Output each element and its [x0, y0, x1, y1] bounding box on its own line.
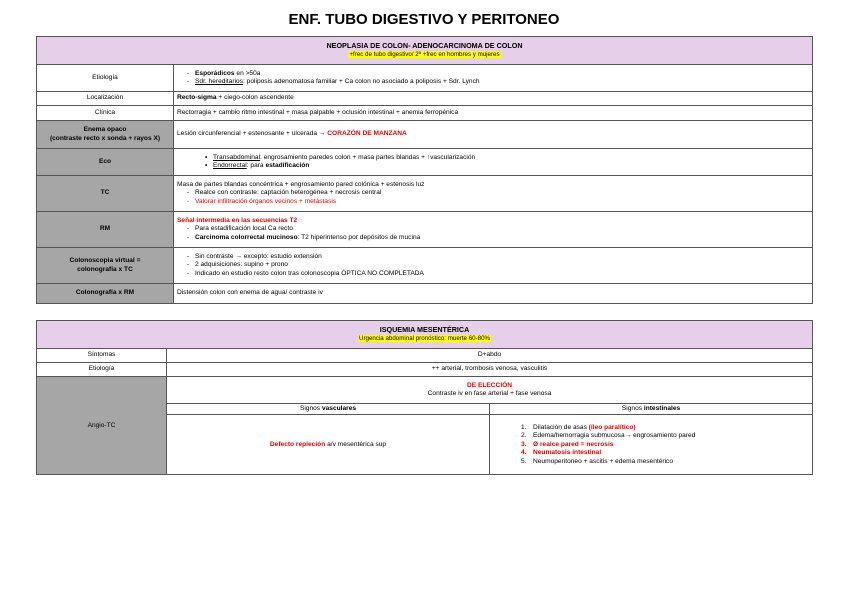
colonoscopia-d2: - 2 adquisiciones: supino + prono — [177, 261, 809, 269]
int-head-bold: intestinales — [643, 405, 681, 412]
i4-red: Neumatosis intestinal — [533, 449, 602, 457]
table-row — [37, 65, 813, 92]
hereditarios-rest: : poliposis adenomatosa familiar + Ca colon no asociado a poliposis + Sdr. Lynch — [243, 78, 480, 85]
i5-text: Neumoperitoneo + ascitis + edema mesentérico — [533, 457, 674, 465]
signos-intestinales-head — [490, 404, 813, 415]
int-head-pre: Signos — [621, 405, 644, 412]
i1-num: 1. — [521, 423, 527, 431]
i4-num: 4. — [521, 449, 527, 457]
isquemia-subtitle: Urgencia abdominal pronóstico: muerte 60-80% — [358, 335, 491, 342]
etiologia-isq-content: ++ arterial, trombosis venosa, vasculitis — [167, 363, 813, 377]
vasc-head-bold: vasculares — [321, 405, 357, 412]
list-item — [493, 432, 809, 440]
page-title: ENF. TUBO DIGESTIVO Y PERITONEO — [288, 11, 560, 28]
colonografia-rm-content: Distensión colon con enema de agua/ contraste iv — [174, 284, 813, 304]
vasc-head-pre: Signos — [299, 405, 322, 412]
sintomas-content: D+abdo — [167, 349, 813, 363]
colon-title: NEOPLASIA DE COLON- ADENOCARCINOMA DE COLON — [326, 40, 523, 50]
mucinoso-rest: : T2 hiperintenso por depósitos de mucina — [297, 233, 421, 241]
mucinoso-text: Carcinoma colorrectal mucinoso — [195, 233, 298, 241]
row-label-localizacion: Localización — [37, 92, 174, 106]
colonoscopia-d3: - Indicado en estudio resto colon tras colonoscopia ÓPTICA NO COMPLETADA — [177, 270, 809, 278]
transabdominal-rest: : engrosamiento paredes colon + masa partes blandas + ↑vascularización — [260, 153, 476, 161]
row-label-enema — [37, 121, 174, 149]
isquemia-table — [36, 320, 813, 475]
clinica-content: Rectorragia + cambio ritmo intestinal + masa palpable + oclusión intestinal + anemia ferropénica — [174, 106, 813, 121]
enema-text: Lesión circunferencial + estenosante + ulcerada → — [177, 130, 328, 138]
row-label-etiologia-isq: Etiología — [37, 363, 167, 377]
signos-vasculares-content — [167, 415, 490, 475]
list-item — [493, 458, 809, 466]
colonoscopia-d1: - Sin contraste → excepto: estudio extensión — [177, 253, 809, 261]
eco-content — [174, 149, 813, 176]
signos-intestinales-content — [490, 415, 813, 475]
etiologia-content — [174, 65, 813, 92]
tc-main-text: Masa de partes blandas concéntrica + engrosamiento pared colónica + estenosis luz — [177, 180, 425, 188]
i3-num: 3. — [521, 440, 527, 448]
rm-senal-text: Señal intermedia en las secuencias T2 — [177, 216, 298, 224]
colonoscopia-label-2: colonografía x TC — [77, 265, 133, 273]
table-row — [37, 284, 813, 304]
rm-content — [174, 212, 813, 248]
eleccion-text: DE ELECCIÓN — [466, 381, 513, 389]
table-row — [37, 176, 813, 212]
hereditarios-text: Sdr. hereditarios — [195, 78, 244, 85]
row-label-tc: TC — [37, 176, 174, 212]
enema-label-1: Enema opaco — [83, 126, 127, 134]
list-item — [493, 424, 809, 432]
esporadicos-rest: en >50a — [234, 69, 261, 77]
table-row — [37, 349, 813, 363]
i5-num: 5. — [521, 457, 527, 465]
transabdominal-text: Transabdominal — [213, 153, 261, 161]
localizacion-rest: + ciego-colon ascendente — [216, 94, 294, 102]
row-label-sintomas: Síntomas — [37, 349, 167, 363]
contraste-text: Contraste iv en fase arterial + fase venosa — [427, 390, 552, 397]
list-item — [493, 441, 809, 449]
esporadicos-text: Esporádicos — [195, 69, 235, 77]
i1-text: Dilatación de asas — [533, 423, 589, 431]
row-label-colonoscopia — [37, 248, 174, 284]
angio-eleccion-cell — [167, 377, 813, 404]
row-label-angio-tc: Angio-TC — [37, 377, 167, 475]
row-label-clinica: Clínica — [37, 106, 174, 121]
rm-estadificacion-text: - Para estadificación local Ca recto — [177, 225, 809, 233]
table-row — [37, 149, 813, 176]
signos-vasculares-head — [167, 404, 490, 415]
tc-realce-text: - Realce con contraste: captación heterogénea + necrosis central — [177, 189, 809, 197]
table-row — [37, 92, 813, 106]
table-row — [37, 248, 813, 284]
row-label-eco: Eco — [37, 149, 174, 176]
list-item — [493, 449, 809, 457]
tc-infiltracion-text: - Valorar infiltración órganos vecinos + metástasis — [177, 198, 809, 206]
i2-num: 2. — [521, 432, 527, 440]
estadificacion-text: estadificación — [265, 162, 310, 169]
i3-red: Ø realce pared = necrosis — [533, 440, 614, 448]
table-row — [37, 363, 813, 377]
colon-table — [36, 36, 813, 304]
corazon-manzana-text: CORAZÓN DE MANZANA — [327, 130, 407, 138]
i2-text: Edema/hemorragia submucosa→ engrosamiento pared — [533, 432, 696, 440]
table-row — [37, 121, 813, 149]
isquemia-header — [37, 321, 813, 349]
endorrectal-mid: : para — [246, 162, 266, 169]
colon-subtitle: +frec de tubo digestivo/ 2ª +frec en hombres y mujeres — [349, 51, 500, 58]
enema-content — [174, 121, 813, 149]
table-row — [37, 377, 813, 404]
i1-red: (íleo paralítico) — [588, 423, 636, 431]
localizacion-content — [174, 92, 813, 106]
vasc-rest: a/v mesentérica sup — [325, 440, 387, 448]
recto-sigma-text: Recto-sigma — [177, 94, 217, 102]
row-label-etiologia: Etiología — [37, 65, 174, 92]
colonoscopia-content — [174, 248, 813, 284]
colonoscopia-label-1: Colonoscopia virtual = — [69, 257, 141, 265]
colon-header — [37, 37, 813, 65]
row-label-colonografia-rm: Colonografía x RM — [37, 284, 174, 304]
row-label-rm: RM — [37, 212, 174, 248]
isquemia-title: ISQUEMIA MESENTÉRICA — [379, 324, 470, 334]
defecto-replecion-text: Defecto repleción — [269, 440, 326, 448]
table-row — [37, 212, 813, 248]
enema-label-2: (contraste recto x sonda + rayos X) — [49, 134, 161, 142]
table-row — [37, 106, 813, 121]
tc-content — [174, 176, 813, 212]
endorrectal-text: Endorrectal — [213, 162, 247, 169]
